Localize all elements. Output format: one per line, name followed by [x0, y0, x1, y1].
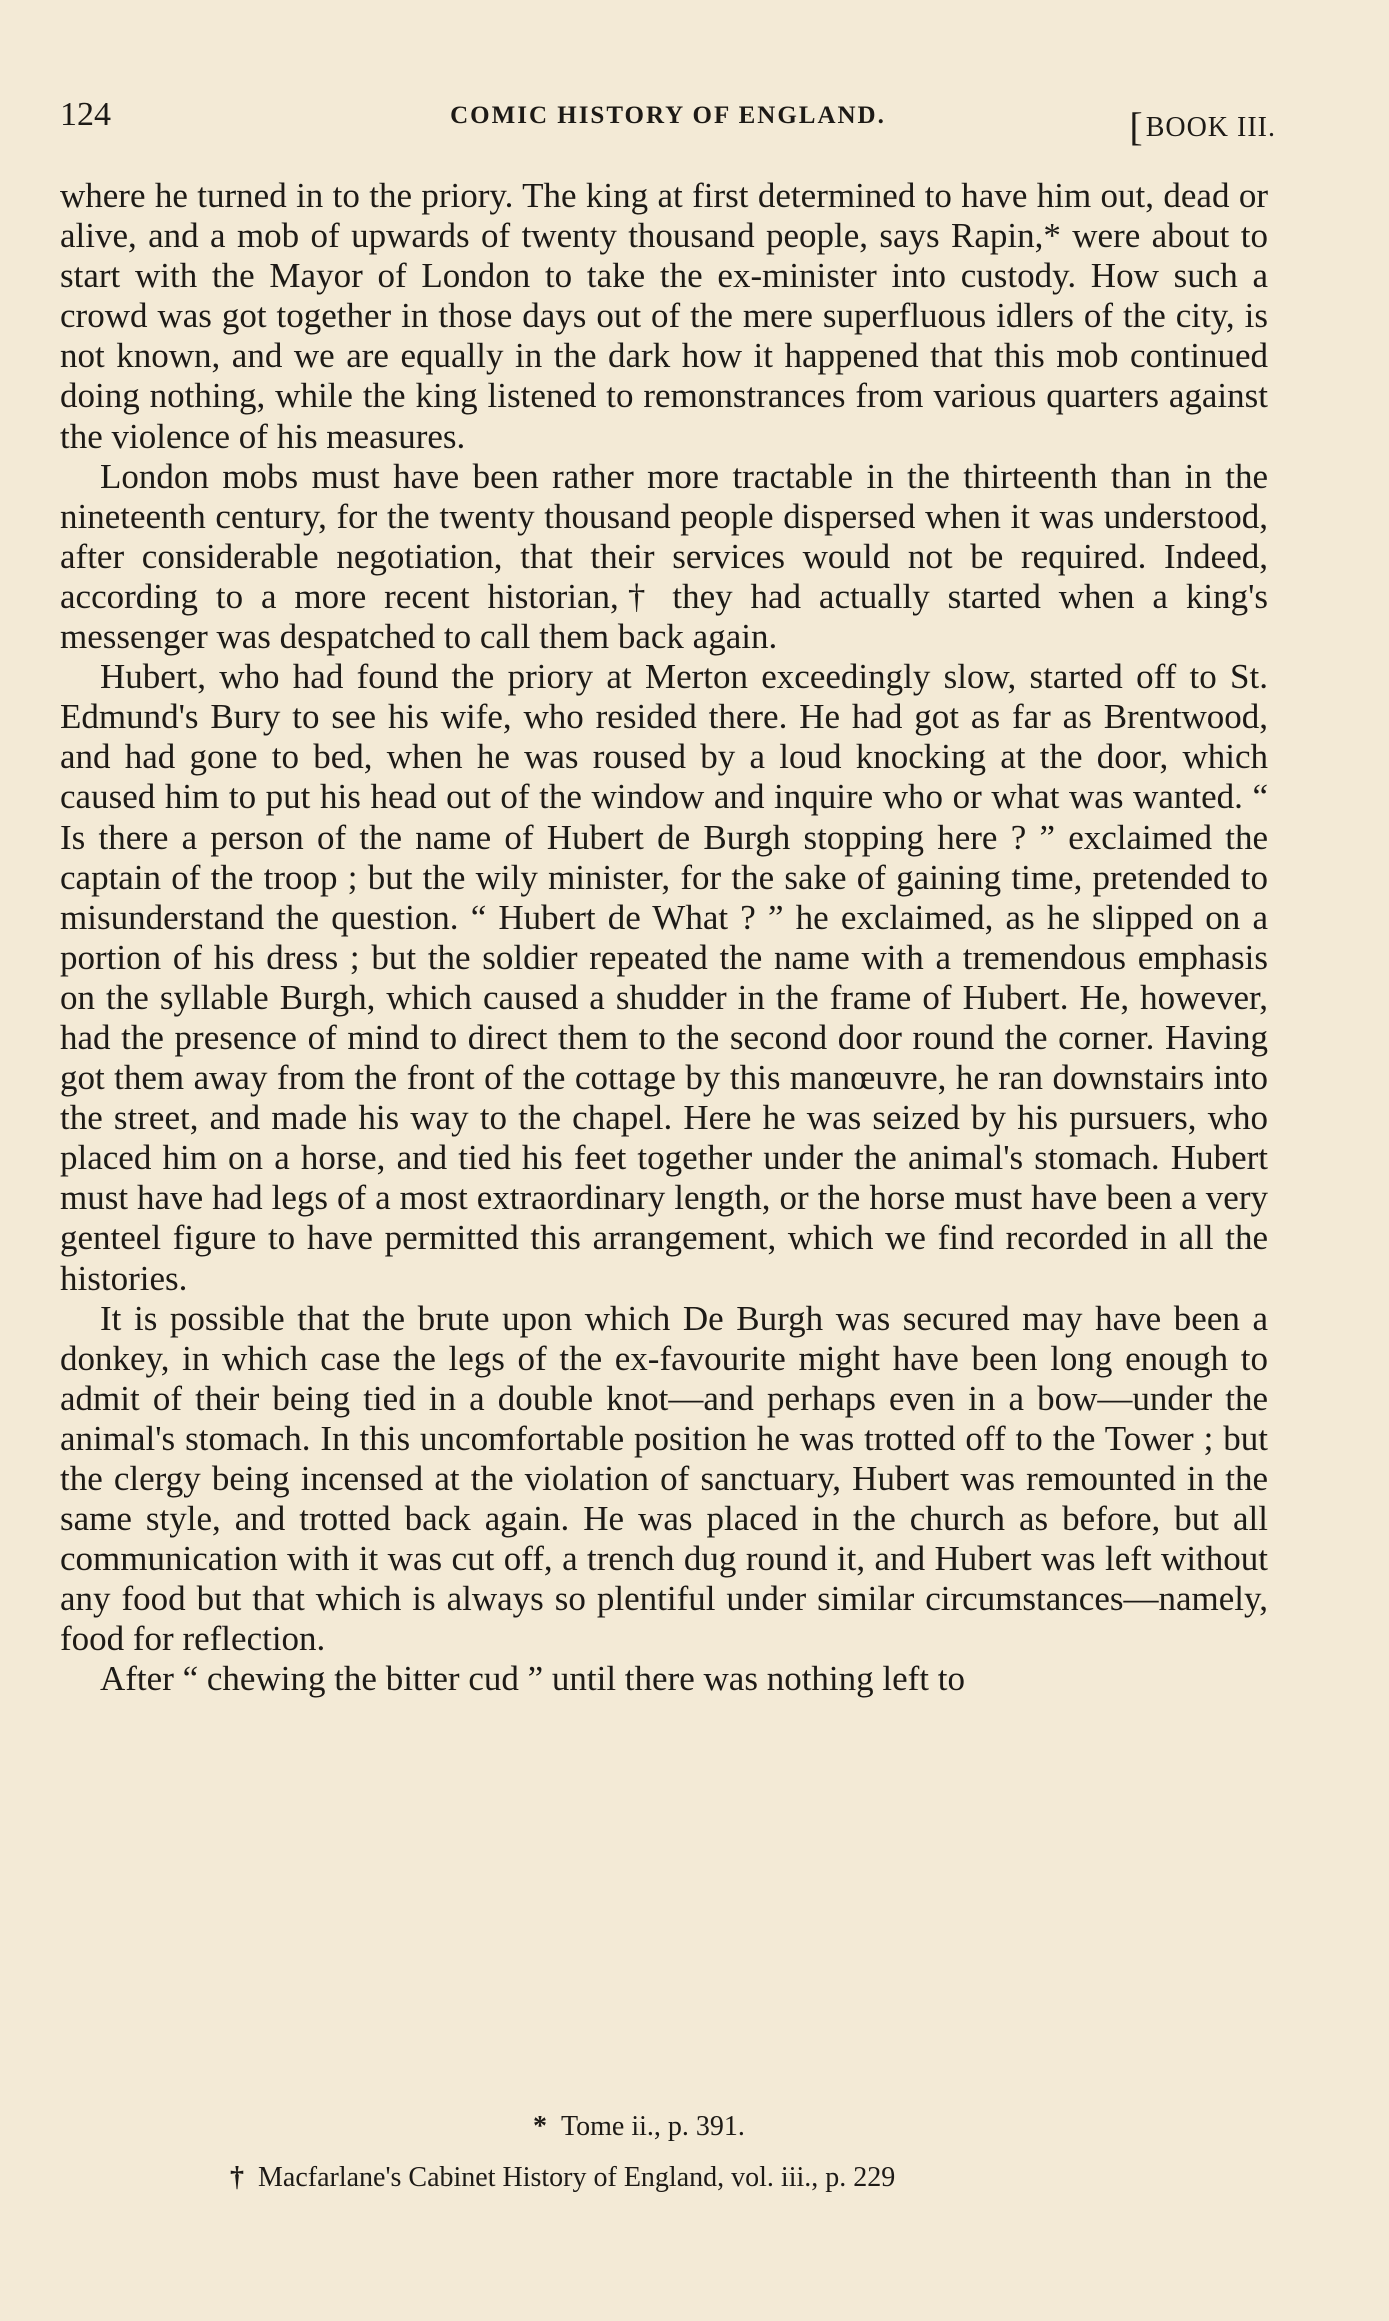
- footnote: [60, 2158, 1268, 2198]
- paragraph: It is possible that the brute upon which De Burgh was secured may have been a donkey, in which case the legs of the ex-favourite might have been long enough to admit of their being tied in a double knot—and perhaps even in a bow—under the animal's stomach. In this uncomfortable position he was trotted off to the Tower ; but the clergy being incensed at the violation of sanctuary, Hubert was remounted in the same style, and trotted back again. He was placed in the church as before, but all communication with it was cut off, a trench dug round it, and Hubert was left without any food but that which is always so plentiful under similar circumstances—namely, food for reflection.: [60, 1298, 1268, 1659]
- book-label-bracket: [: [1129, 104, 1144, 149]
- paragraph: Hubert, who had found the priory at Merton exceedingly slow, started off to St. Edmund's Bury to see his wife, who resided there. He had got as far as Brentwood, and had gone to bed, when he was roused by a loud knocking at the door, which caused him to put his head out of the window and inquire who or what was wanted. “ Is there a person of the name of Hubert de Burgh stopping here ? ” exclaimed the captain of the troop ; but the wily minister, for the sake of gaining time, pretended to misunderstand the question. “ Hubert de What ? ” he exclaimed, as he slipped on a portion of his dress ; but the soldier repeated the name with a tremendous emphasis on the syllable Burgh, which caused a shudder in the frame of Hubert. He, however, had the presence of mind to direct them to the second door round the corner. Having got them away from the front of the cottage by this manœuvre, he ran downstairs into the street, and made his way to the chapel. Here he was seized by his pursuers, who placed him on a horse, and tied his feet together under the animal's stomach. Hubert must have had legs of a most extraordinary length, or the horse must have been a very genteel figure to have permitted this arrangement, which we find recorded in all the histories.: [60, 657, 1268, 1298]
- page-number: 124: [60, 96, 111, 133]
- footnote-mark: †: [230, 2162, 244, 2193]
- footnote-text: Tome ii., p. 391.: [561, 2111, 745, 2142]
- footnote-text: Macfarlane's Cabinet History of England, vol. iii., p. 229: [258, 2162, 896, 2193]
- paragraph: where he turned in to the priory. The king at first determined to have him out, dead or alive, and a mob of upwards of twenty thousand people, says Rapin,* were about to start with the Mayor of London to take the ex-minister into custody. How such a crowd was got together in those days out of the mere superfluous idlers of the city, is not known, and we are equally in the dark how it happened that this mob continued doing nothing, while the king listened to remonstrances from various quarters against the violence of his measures.: [60, 176, 1268, 456]
- body-text: [60, 176, 1268, 1700]
- footnote: [60, 2107, 1268, 2147]
- book-label: [1129, 99, 1276, 149]
- footnotes: [60, 2107, 1268, 2209]
- running-header: [60, 96, 1276, 149]
- book-label-text: BOOK III.: [1145, 112, 1276, 143]
- footnote-mark: *: [533, 2111, 547, 2142]
- running-title: COMIC HISTORY OF ENGLAND.: [450, 102, 886, 129]
- paragraph: London mobs must have been rather more tractable in the thirteenth than in the nineteenth century, for the twenty thousand people dispersed when it was understood, after considerable negotiation, that their services would not be required. Indeed, according to a more recent historian,† they had actually started when a king's messenger was despatched to call them back again.: [60, 456, 1268, 657]
- paragraph: After “ chewing the bitter cud ” until there was nothing left to: [100, 1659, 966, 1699]
